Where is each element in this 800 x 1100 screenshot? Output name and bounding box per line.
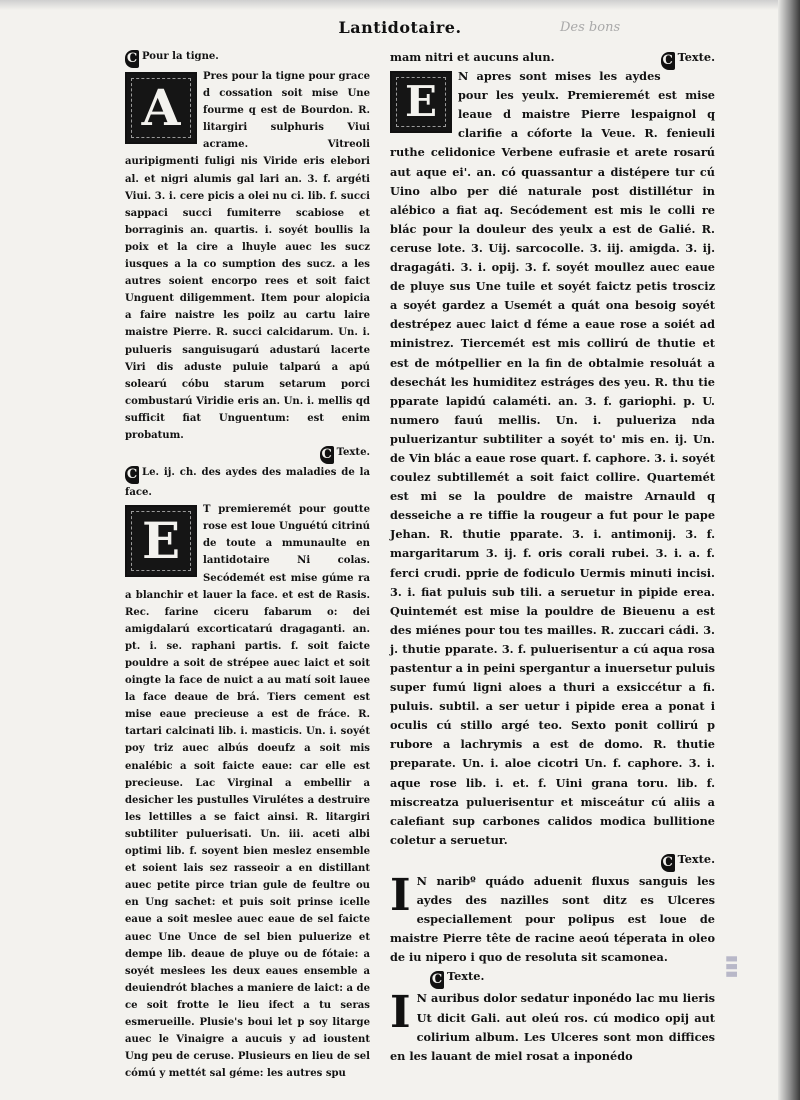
left-column: [125, 48, 370, 1082]
paragraph-tigne: [125, 68, 370, 444]
rubric-text: Pour la tigne.: [142, 51, 219, 62]
decorated-initial-a: [125, 72, 197, 144]
texte-marker: C Texte.: [321, 447, 370, 463]
rubric-pour-la-tigne: [125, 48, 370, 68]
texte-marker: C Texte.: [662, 851, 715, 870]
scan-right-edge: [778, 0, 800, 1100]
rubric-chapter-2: [125, 464, 370, 501]
paragraph-text: N apres sont mises les aydes pour les yeulx. Premieremét est mise leaue d maistre Pierre lespaignol q clarifie a cóforte la Veue. R. fenieuli ruthe celidonice Verbene eufrasie et arete rosarú aut aque ei'. an. có quassantur a distépere tur cú Uino albo per dié naturale post distillétur in alébico a fiat aq. Secódement est mis le colli re blác pour la douleur des yeulx a est de Galié. R. ceruse lote. 3. Uij. sarcocolle. 3. iij. amigda. 3. ij. dragagáti. 3. i. opij. 3. f. soyét moullez auec eaue de pluye sus Une tuile et soyét faictz petis trosciz a soyét gardez a Usemét a quát ona besoig soyét destrépez auec laict d féme a eaue rose a soiét ad ministrez. Tiercemét est mis collirú de thutie et est de mótpellier en la fin de obtalmie resoluát a desechát les humiditez estráges des yeu. R. thu tie pparate lapidú calaméti. an. 3. f. gariophi. p. U. numero fauú mellis. Un. i. pulueriza nda puluerizantur subtiliter a soyét to' mis en. ij. Un. de Vin blác a eaue rose quart. f. caphore. 3. i. soyét coulez subtillemét a soit faict collire. Quartemét est mi se la pouldre de maistre Arnauld q desseiche a re tiffie la rougeur a fut pour le pape Jehan. R. thutie pparate. 3. i. antimonij. 3. f. margaritarum 3. ij. f. oris corali rubei. 3. i. a. f. ferci crudi. pprie de fodiculo Uermis minuti incisi. 3. i. fiat puluis sub tili. a seruetur in pipide erea. Quintemét est mise la pouldre de Bieuenu a est des miénes pour tou tes mailles. R. zuccari cádi. 3. j. thutie pparate. 3. f. puluerisentur a cú aqua rosa pastentur a in peini spergantur a inuersetur puluis super fumú ligni aloes a thuri a exsiccétur a fi. puluis. subtil. a ser uetur i pipide erea a ponat i oculis cú stillo argé teo. Sexto ponit collirú p rubore a lachrymis a est de domo. R. thutie preparate. Un. i. aloe cicotri Un. f. caphore. 3. i. aque rose lib. i. et. f. Uini grana toru. lib. f. miscreatza puluerisentur et misceátur cú aliis a calefiant sup carbones calidos modica bullitione coletur a seruetur.: [390, 69, 715, 847]
paragraph-text: Pres pour la tigne pour grace d cossation soit mise Une fourme q est de Bourdon. R. litargiri sulphuris Viui acrame. Vitreoli auripigmenti fuligi nis Viride eris elebori al. et nigri alumis gal lari an. 3. f. argéti Viui. 3. i. cere picis a olei nu ci. lib. f. succi sappaci succi fumiterre scabiose et borraginis an. quartis. i. soyét boullis la poix et la cire a lhuyle auec les sucz iusques a la co sumption des sucz. a les autres soient encorpo rees et soit faict Unguent diligemment. Item pour alopicia a faire naistre les poilz au cartu laire maistre Pierre. R. succi calcidarum. Un. i. pulueris sanguisugarú adustarú lacerte Viri dis aduste puluie talparú a apú solearú cóbu starum setarum porci combustarú Viridie eris an. Un. i. mellis qd sufficit fiat Unguentum: est enim probatum.: [125, 71, 370, 441]
bleed-through-text: Des bons: [560, 20, 621, 35]
decorated-initial-e: [125, 505, 197, 577]
pilcrow-icon: C: [662, 53, 673, 68]
scan-top-edge: [0, 0, 800, 10]
initial-letter: A: [141, 78, 181, 137]
pilcrow-icon: C: [431, 972, 443, 988]
pilcrow-icon: C: [126, 467, 138, 483]
paragraph-naribus: [390, 869, 715, 967]
library-stamp-icon: ▮▮▮: [724, 955, 740, 979]
paragraph-text: N naribº quádo aduenit fluxus sanguis les aydes des nazilles sont ditz es Ulceres especiallement pour polipus est loue de maistre Pierre tête de racine aeoú téperata in oleo de iu nipero i quo de resoluta sit scamonea.: [390, 873, 715, 965]
pilcrow-icon: C: [321, 447, 332, 463]
initial-letter: E: [141, 511, 181, 571]
initial-letter: E: [404, 77, 437, 127]
paragraph-text: T premieremét pour goutte rose est loue Unguétú citrinú de toute a mmunaulte en lantidotaire Ni colas. Secódemét est mise gúme ra a blanchir et lauer la face. et est de Rasis. Rec. farine ciceru fabarum o: dei amigdalarú excorticatarú dragaganti. an. pt. i. se. raphani partis. f. soit faicte pouldre a soit de strépee auec laict et soit oingte la face de nuict a au matí soit lauee la face deaue de brá. Tiers cement est mise eaue precieuse a est de fráce. R. tartari calcinati lib. i. masticis. Un. i. soyét poy triz auec albús doeufz a soit mis enalébic a soit faicte eaue: car elle est precieuse. Lac Virginal a embellir a desicher les pustulles Virulétes a destruire les lettilles a se faict ainsi. R. litargiri subtiliter puluerisati. Un. iii. aceti albi optimi lib. f. soyent bien meslez ensemble et soient lais sez rasseoir a en distillant auec petite pirce trian gule de feultre ou en Ung sachet: et puis soit prinse icelle eaue a soit meslee auec eaue de sel faicte auec Une Unce de sel bien puluerize et dempe lib. deaue de pluye ou de fótaie: a soyét meslees les deux eaues ensemble a deuiendrót blaches a maniere de laict: a de ce soit frotte le lieu ifect a tu seras esmerueille. Plusie's boui let p soy litarge auec le Vinaigre a aucuis y ad ioustent Ung peu de ceruse. Plusieurs en lieu de sel cómú y mettét sal géme: les autres spu: [125, 504, 370, 1080]
pilcrow-icon: C: [126, 51, 138, 66]
pilcrow-icon: C: [662, 854, 673, 870]
running-head: Lantidotaire.: [338, 18, 462, 37]
paragraph-text: N auribus dolor sedatur inponédo lac mu lieris Ut dicit Gali. aut oleú ros. cú modico opij aut colirium album. Les Ulceres sont mon diffices en les lauant de miel rosat a inponédo: [390, 991, 715, 1063]
paragraph-yeulx: [390, 67, 715, 850]
paragraph-auribus: [390, 989, 715, 1065]
decorated-initial-e: [390, 71, 452, 133]
right-column: [390, 48, 715, 1066]
paragraph-goutte-rose: [125, 501, 370, 1082]
rubric-text: Le. ij. ch. des aydes des maladies de la face.: [125, 467, 370, 499]
continuation-line: mam nitri et aucuns alun. C Texte.: [390, 50, 715, 68]
initial-letter-i: I: [390, 869, 411, 921]
texte-marker: C Texte.: [662, 50, 715, 68]
initial-letter-i: I: [390, 987, 411, 1039]
texte-marker: C Texte.: [431, 969, 485, 988]
